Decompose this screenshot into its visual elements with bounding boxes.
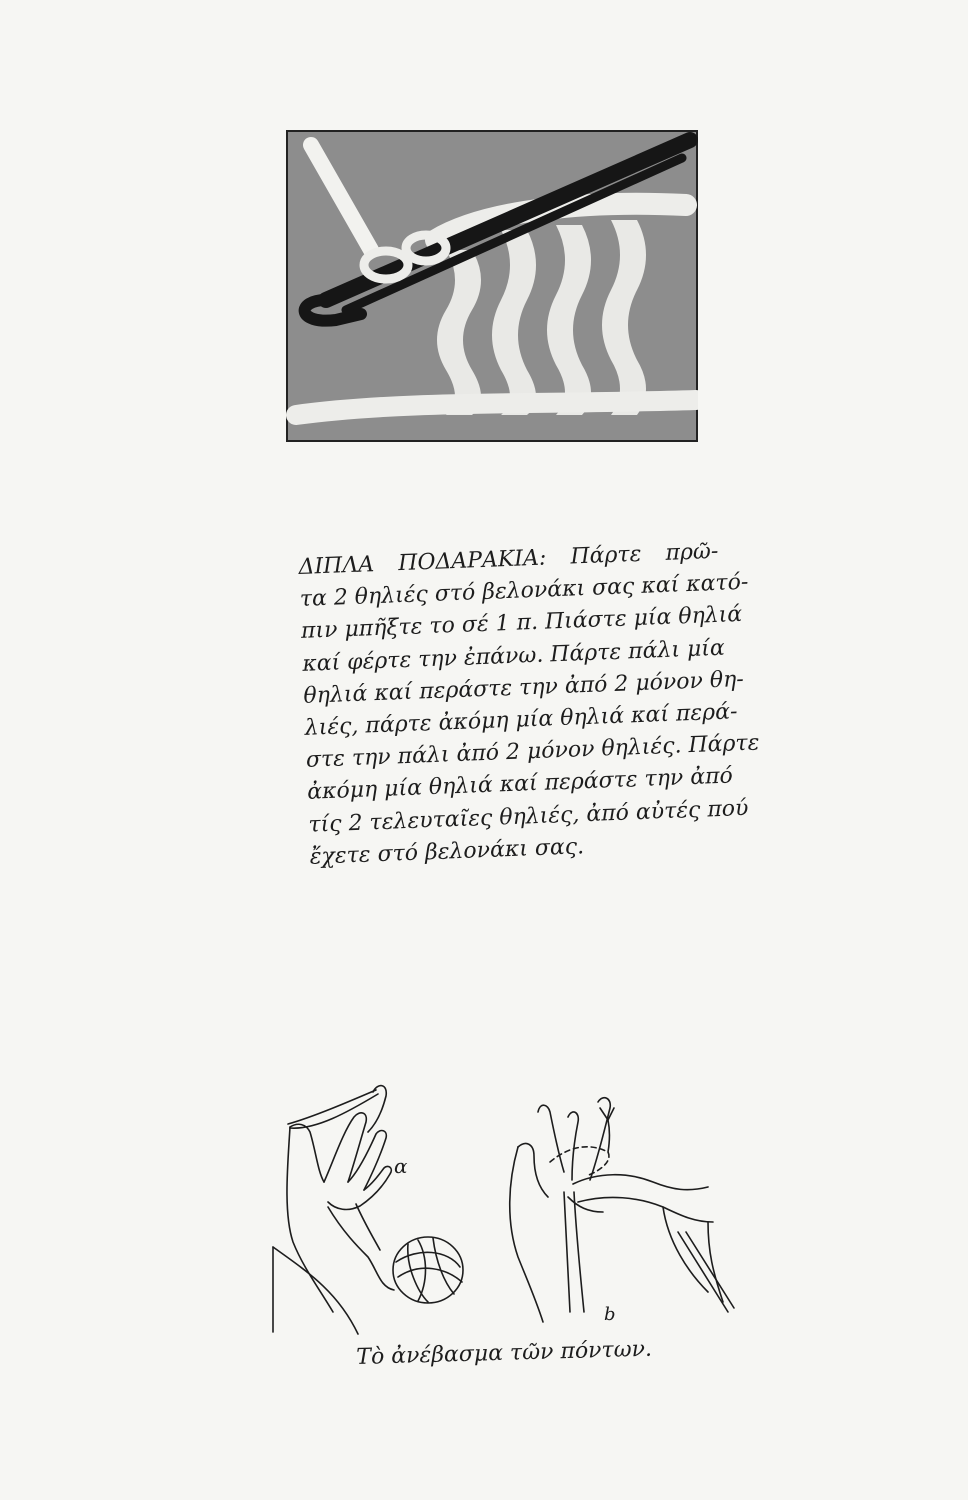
casting-on-illustration — [268, 1072, 738, 1342]
figure-label-b: b — [604, 1304, 616, 1325]
thumb-tip — [568, 1197, 603, 1212]
paragraph-line: στε την πάλι ἀπό 2 μόνον θηλιές. Πάρτε — [305, 730, 760, 774]
ball-wrap — [396, 1252, 460, 1267]
paragraph-line: τίς 2 τελευταῖες θηλιές, ἀπό αὐτές πού — [308, 795, 749, 838]
yarn-to-ball — [328, 1207, 394, 1290]
paragraph-line: ΔΙΠΛΑ ΠΟΔΑΡΑΚΙΑ: Πάρτε πρῶ- — [298, 538, 719, 580]
finger — [324, 1113, 366, 1182]
right-hands — [510, 1098, 734, 1322]
left-hand — [273, 1086, 394, 1334]
second-hand-finger — [578, 1197, 713, 1222]
ball-wrap — [398, 1268, 462, 1282]
needle-line — [678, 1232, 728, 1312]
paragraph-line: ἀκόμη μία θηλιά καί περάστε την ἀπό — [306, 763, 734, 806]
thumb — [290, 1124, 324, 1182]
index-finger — [590, 1098, 610, 1180]
paragraph-line: τα 2 θηλιές στό βελονάκι σας καί κατό- — [299, 569, 749, 613]
yarn-ball — [393, 1237, 463, 1303]
figure-caption: Τὸ ἀνέβασμα τῶν πόντων. — [356, 1336, 653, 1370]
second-hand-wrist — [663, 1207, 708, 1292]
yarn-strand — [574, 1192, 584, 1312]
paragraph-line: ἔχετε στό βελονάκι σας. — [309, 834, 585, 870]
ball-wrap — [418, 1240, 426, 1301]
yarn-loop — [290, 1094, 378, 1128]
needle-line — [686, 1232, 734, 1308]
finger — [328, 1166, 391, 1209]
arrow-shaft — [608, 1120, 610, 1152]
second-hand-wrist — [708, 1222, 723, 1302]
hand-outline — [287, 1127, 333, 1312]
paragraph-line: λιές, πάρτε ἀκόμη μία θηλιά καί περά- — [304, 699, 738, 741]
hand-outline — [510, 1147, 543, 1322]
arrow-head — [600, 1108, 614, 1120]
yarn-strand — [564, 1192, 570, 1312]
thumb — [518, 1144, 548, 1197]
second-hand-finger — [573, 1175, 708, 1190]
paragraph-line: θηλιά καί περάστε την ἀπό 2 μόνον θη- — [303, 666, 745, 709]
finger — [568, 1112, 578, 1180]
figure-label-a: α — [394, 1154, 408, 1178]
ball-wrap — [433, 1238, 454, 1294]
hands-drawing — [268, 1072, 738, 1342]
wrist — [273, 1247, 358, 1334]
instruction-paragraph — [298, 536, 760, 874]
yarn-strand — [356, 1204, 380, 1250]
paragraph-line: πιν μπῆξτε το σέ 1 π. Πιάστε μία θηλιά — [300, 602, 743, 645]
paragraph-line: καί φέρτε την ἐπάνω. Πάρτε πάλι μία — [301, 635, 726, 677]
crochet-photo-svg — [286, 130, 698, 442]
finger — [348, 1131, 386, 1190]
crochet-stitch-photo — [286, 130, 698, 442]
